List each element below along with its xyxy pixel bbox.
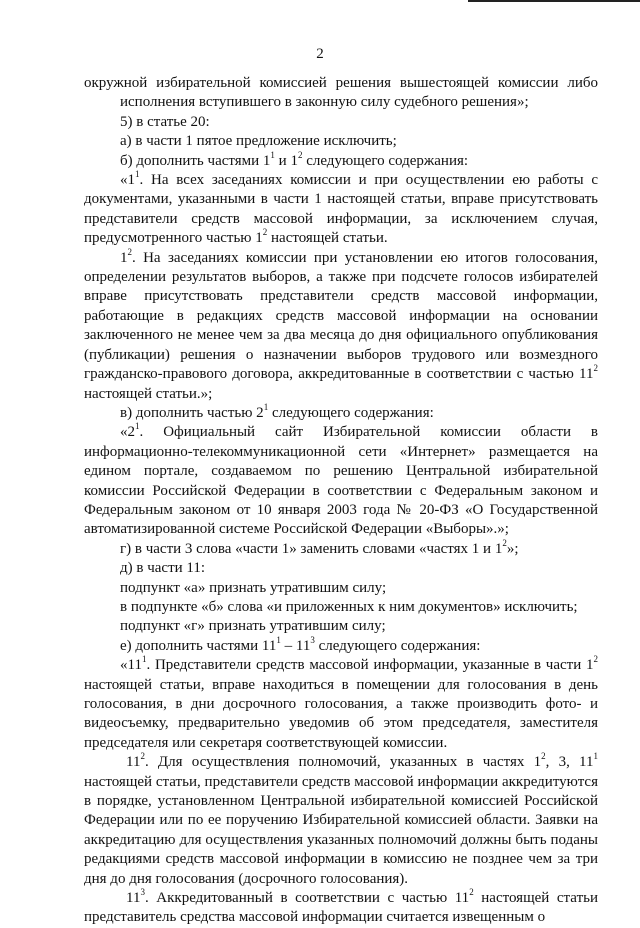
top-border-line xyxy=(468,0,640,2)
paragraph-10: г) в части 3 слова «части 1» заменить словами «частях 1 и $1^2$»; xyxy=(120,537,519,557)
paragraph-11: д) в части 11: xyxy=(120,560,206,577)
paragraph-2: исполнения вступившего в законную силу судебного решения»; xyxy=(120,94,529,111)
paragraph-1: окружной избирательной комиссией решения вышестоящей комиссии либо xyxy=(84,75,598,91)
paragraph-4: а) в части 1 пятое предложение исключить; xyxy=(120,133,397,150)
paragraph-7: $1^2$. На заседаниях комиссии при установлении ею итогов голосования, определении результатов выборов, а также при подсчете голосов избирателей вправе присутствовать представители средств массовой информации, работающие в редакциях средств массовой информации на основании заключенного не менее чем за два месяца до дня официального опубликования (публикации) решения о назначении выборов трудового или возмездного гражданско-правового договора, аккредитованные в соответствии с частью $11^2$ настоящей статьи.»; xyxy=(84,246,598,402)
paragraph-6: «$1^1$. На всех заседаниях комиссии и при осуществлении ею работы с документами, указанными в части 1 настоящей статьи, вправе присутствовать представители средств массовой информации, за исключением случая, предусмотренного частью $1^2$ настоящей статьи. xyxy=(84,169,598,247)
paragraph-18: $11^3$. Аккредитованный в соответствии с частью $11^2$ настоящей статьи представитель средства массовой информации считается извещенным о xyxy=(84,887,598,926)
paragraph-12: подпункт «а» признать утратившим силу; xyxy=(120,579,387,596)
page-number: 2 xyxy=(316,46,324,62)
paragraph-3: 5) в статье 20: xyxy=(120,113,210,130)
paragraph-8: в) дополнить частью $2^1$ следующего содержания: xyxy=(120,401,434,421)
paragraph-17: $11^2$. Для осуществления полномочий, указанных в частях $1^2$, 3, $11^1$ настоящей статьи, представители средств массовой информации аккредитуются в порядке, установленном Центральной избирательной комиссией Российской Федерации или по ее поручению Избирательной комиссией области. Заявки на аккредитацию для осуществления указанных полномочий должны быть поданы редакциями средств массовой информации в комиссию не позднее чем за три дня до дня голосования (досрочного голосования). xyxy=(84,751,598,887)
paragraph-14: подпункт «г» признать утратившим силу; xyxy=(120,618,386,635)
paragraph-16: «$11^1$. Представители средств массовой информации, указанные в части $1^2$ настоящей статьи, вправе находиться в помещении для голосования в день голосования, в дни досрочного голосования, а также производить фото- и видеосъемку, предварительно уведомив об этом председателя, заместителя председателя или секретаря соответствующей комиссии. xyxy=(84,654,598,751)
paragraph-9: «$2^1$. Официальный сайт Избирательной комиссии области в информационно-телекоммуникационной сети «Интернет» размещается на едином портале, создаваемом по решению Центральной избирательной комиссии Российской Федерации в соответствии с Федеральным законом и Федеральным законом от 10 января 2003 года № 20-ФЗ «О Государственной автоматизированной системе Российской Федерации «Выборы».»; xyxy=(84,421,598,538)
paragraph-5: б) дополнить частями $1^1$ и $1^2$ следующего содержания: xyxy=(120,149,469,169)
paragraph-13: в подпункте «б» слова «и приложенных к ним документов» исключить; xyxy=(120,598,578,615)
document-body xyxy=(84,74,598,928)
paragraph-15: е) дополнить частями $11^1 - 11^3$ следующего содержания: xyxy=(120,634,481,654)
